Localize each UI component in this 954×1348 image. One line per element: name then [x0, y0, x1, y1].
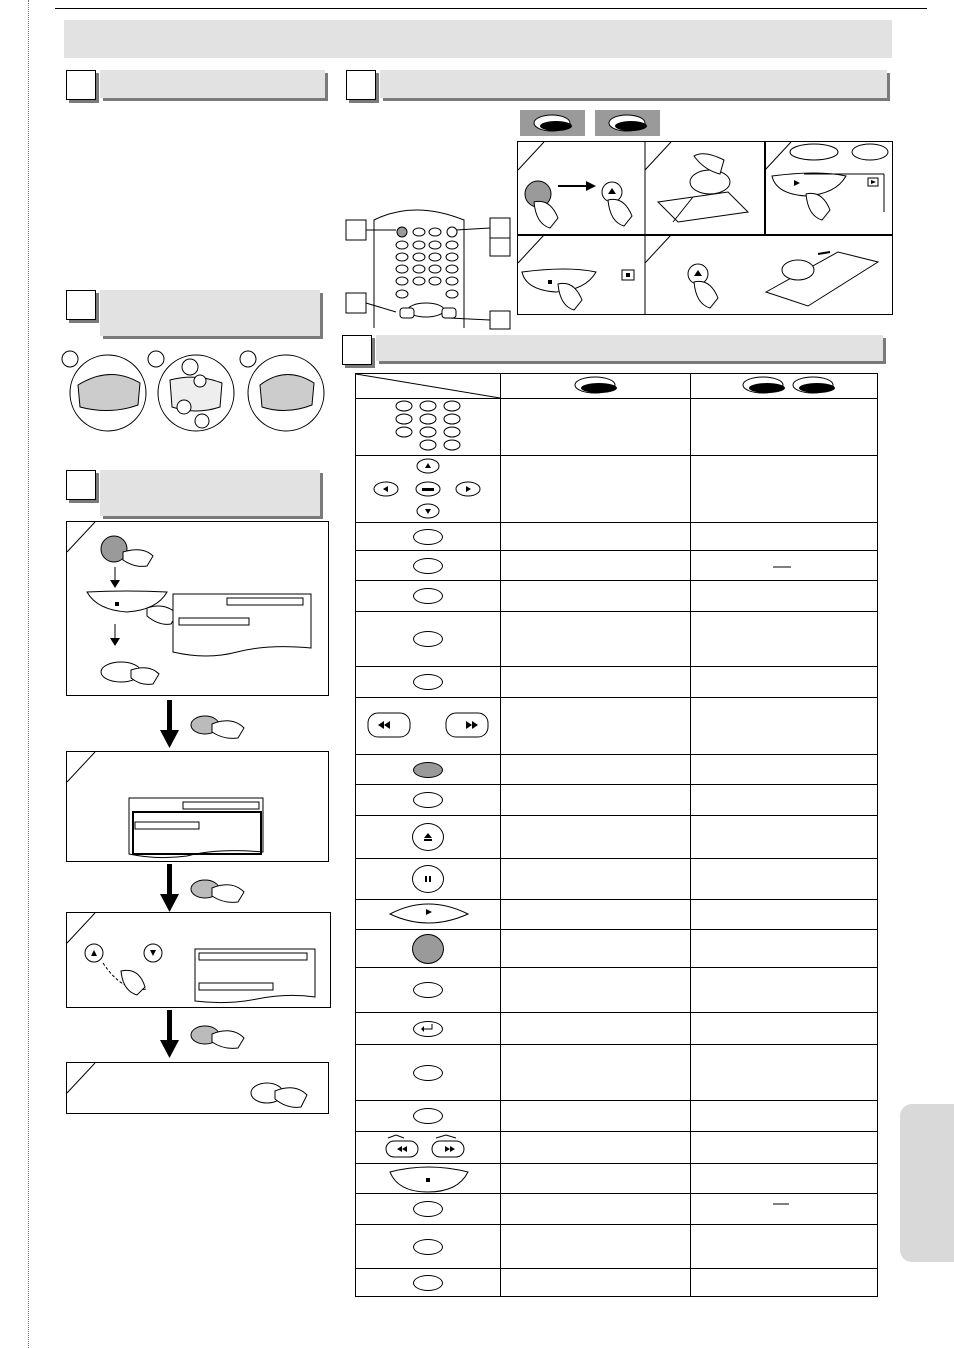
section-4-number-box [346, 70, 376, 100]
table-header-corner [356, 374, 501, 399]
arrow-down-2 [160, 864, 260, 914]
button-icon [356, 551, 501, 581]
pause-button-icon [356, 859, 501, 900]
button-icon [356, 1194, 501, 1225]
button-icon [356, 523, 501, 551]
skip-buttons-icon [356, 1132, 501, 1164]
setup-step-3-box [66, 912, 331, 1008]
power-button-icon [356, 930, 501, 968]
section-1-number-box [66, 70, 96, 100]
section-5-number-box [342, 335, 372, 365]
section-2-title-bar [100, 290, 320, 336]
section-5-title-bar [376, 335, 883, 361]
setup-step-2-box [66, 751, 329, 862]
disc-type-icons [520, 110, 665, 138]
button-icon [356, 1045, 501, 1101]
section-1-title-bar [100, 70, 325, 98]
enter-button-icon [356, 1013, 501, 1045]
section-2-number-box [66, 290, 96, 320]
button-icon [356, 612, 501, 667]
button-functions-table [355, 373, 878, 1297]
top-rule [55, 8, 927, 9]
button-icon [356, 968, 501, 1013]
section-4-title-bar [380, 70, 887, 98]
setup-step-4-box [66, 1062, 329, 1114]
play-button-icon [356, 900, 501, 930]
page-header-bar [64, 20, 892, 58]
table-header-dvd [501, 374, 691, 399]
open-close-button-icon [356, 816, 501, 859]
setup-step-1-box [66, 521, 329, 696]
arrow-down-3 [160, 1010, 260, 1060]
button-icon [356, 667, 501, 698]
stop-button-icon [356, 1164, 501, 1194]
button-icon [356, 755, 501, 785]
number-keypad-icon [356, 399, 501, 456]
button-icon [356, 785, 501, 816]
arrow-down-1 [160, 700, 260, 750]
cursor-keys-icon [356, 456, 501, 523]
button-icon [356, 1225, 501, 1269]
button-icon [356, 1101, 501, 1132]
search-buttons-icon [356, 698, 501, 755]
table-header-cd [691, 374, 878, 399]
section-3-title-bar [100, 470, 320, 516]
battery-install-illustration [60, 345, 330, 435]
side-index-tab [900, 1104, 954, 1262]
button-icon [356, 1269, 501, 1297]
section-3-number-box [66, 470, 96, 500]
cut-line [28, 0, 29, 1348]
playback-steps-box [517, 141, 893, 315]
button-icon [356, 581, 501, 612]
remote-control-illustration [344, 200, 514, 330]
